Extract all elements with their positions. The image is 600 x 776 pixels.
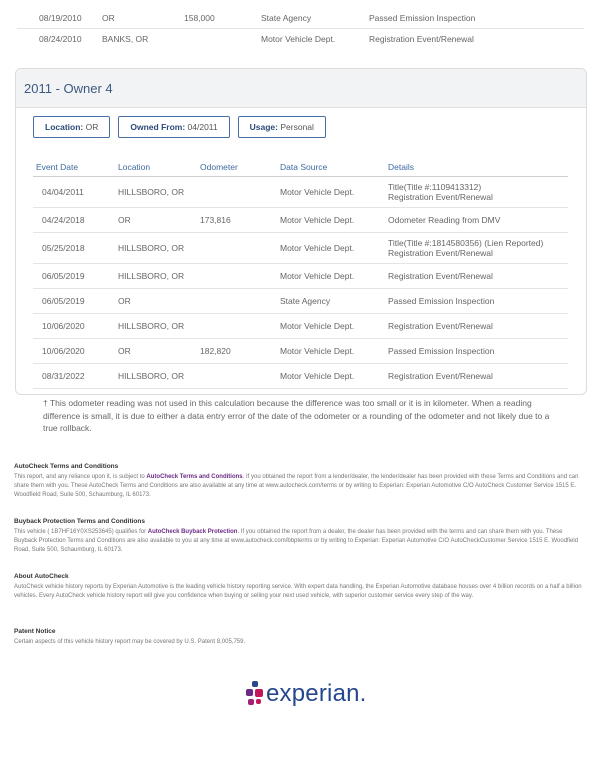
event-date: 04/24/2018 bbox=[42, 215, 85, 225]
event-details: Odometer Reading from DMV bbox=[388, 215, 501, 225]
buyback-link[interactable]: AutoCheck Buyback Protection bbox=[147, 529, 238, 535]
event-date: 04/04/2011 bbox=[42, 187, 84, 197]
event-source: Motor Vehicle Dept. bbox=[280, 271, 355, 281]
terms-link[interactable]: AutoCheck Terms and Conditions bbox=[146, 474, 243, 480]
buyback-section bbox=[14, 517, 584, 555]
table-row bbox=[17, 8, 584, 29]
logo-dot bbox=[255, 689, 263, 697]
event-details bbox=[388, 238, 568, 258]
terms-text bbox=[14, 473, 584, 500]
logo-dot bbox=[246, 689, 253, 696]
header-odometer: Odometer bbox=[200, 161, 238, 172]
event-odometer: 173,816 bbox=[200, 215, 231, 225]
usage-pill bbox=[238, 116, 326, 138]
table-row bbox=[33, 208, 568, 233]
event-details: Registration Event/Renewal bbox=[388, 371, 493, 381]
event-date: 10/06/2020 bbox=[42, 321, 85, 331]
event-location: HILLSBORO, OR bbox=[118, 321, 185, 331]
location-pill bbox=[33, 116, 110, 138]
table-row bbox=[33, 289, 568, 314]
event-location: HILLSBORO, OR bbox=[118, 271, 185, 281]
table-row bbox=[33, 364, 568, 389]
owner-card bbox=[15, 68, 587, 395]
event-date: 08/24/2010 bbox=[39, 34, 82, 44]
owned-from-value: 04/2011 bbox=[187, 122, 218, 132]
event-source: Motor Vehicle Dept. bbox=[280, 215, 355, 225]
event-date: 05/25/2018 bbox=[42, 243, 85, 253]
event-odometer: 158,000 bbox=[184, 13, 215, 23]
event-source: State Agency bbox=[261, 13, 312, 23]
owner-title: 2011 - Owner 4 bbox=[16, 69, 586, 108]
logo-dot bbox=[248, 699, 254, 705]
event-source: Motor Vehicle Dept. bbox=[280, 321, 355, 331]
table-row bbox=[33, 389, 568, 395]
terms-text-b: . If you obtained the report from a lender/dealer, the lender/dealer has been provided with these Terms and Conditions and can share them with you. These AutoCheck Terms and Conditions are also available at any time at www.autocheck.com/terms or by writing to Experian: Experian Automotive C/O AutoCheck Customer Service 1515 E. Woodfield Road, Suite 500, Schaumburg, IL 60173. bbox=[14, 474, 579, 498]
event-date: 06/05/2019 bbox=[42, 296, 85, 306]
details-line: Title(Title #:1814580356) (Lien Reported) bbox=[388, 238, 544, 248]
event-details: Passed Emission Inspection bbox=[369, 13, 476, 23]
owned-from-pill bbox=[118, 116, 229, 138]
event-details: Passed Emission Inspection bbox=[388, 296, 495, 306]
event-source: Motor Vehicle Dept. bbox=[280, 371, 355, 381]
table-row bbox=[33, 314, 568, 339]
details-line: Title(Title #:1109413312) bbox=[388, 182, 482, 192]
event-details bbox=[388, 182, 568, 202]
about-section bbox=[14, 572, 584, 601]
owner-events-table bbox=[33, 157, 568, 395]
event-source: Motor Vehicle Dept. bbox=[280, 187, 355, 197]
event-location: HILLSBORO, OR bbox=[118, 243, 185, 253]
experian-dots-icon bbox=[246, 681, 264, 707]
event-source: Motor Vehicle Dept. bbox=[280, 243, 355, 253]
owned-from-label: Owned From: bbox=[130, 122, 186, 132]
location-value: OR bbox=[85, 122, 99, 132]
patent-title: Patent Notice bbox=[14, 628, 56, 635]
event-details: Registration Event/Renewal bbox=[388, 271, 493, 281]
table-row bbox=[17, 29, 584, 49]
event-date: 06/05/2019 bbox=[42, 271, 85, 281]
event-location: OR bbox=[118, 215, 131, 225]
table-row bbox=[33, 264, 568, 289]
terms-title: AutoCheck Terms and Conditions bbox=[14, 463, 119, 470]
about-text: AutoCheck vehicle history reports by Experian Automotive is the leading vehicle history reporting service. With expert data handling, the Experian Automotive database houses over 4 billion records on a half a billion vehicles. Every AutoCheck vehicle history report will give you confidence when buying or selling your next used vehicle, with superior customer service every step of the way. bbox=[14, 584, 582, 599]
event-location: HILLSBORO, OR bbox=[118, 371, 185, 381]
header-location: Location bbox=[118, 161, 151, 172]
buyback-text-a: This vehicle ( 1B7HF16Y0XS253645) qualifies for bbox=[14, 529, 148, 535]
event-location: OR bbox=[118, 346, 131, 356]
event-source: Motor Vehicle Dept. bbox=[261, 34, 336, 44]
event-date: 08/19/2010 bbox=[39, 13, 82, 23]
usage-value: Personal bbox=[280, 122, 314, 132]
event-details: Registration Event/Renewal bbox=[369, 34, 474, 44]
buyback-title: Buyback Protection Terms and Conditions bbox=[14, 518, 145, 525]
location-label: Location: bbox=[45, 122, 84, 132]
event-location: HILLSBORO, OR bbox=[118, 187, 185, 197]
buyback-text-b: . If you obtained the report from a dealer, the dealer has been provided with the terms and can share them with you. These Buyback Protection Terms and Conditions are also available to you at any time at www.autocheck.com/bbpterms or by writing to Experian: Experian Automotive C/O AutoCheckCustomer Service 1515 E. Woodfield Road, Suite 500, Schaumburg, IL 60173. bbox=[14, 529, 579, 553]
event-location: OR bbox=[102, 13, 115, 23]
table-header bbox=[33, 157, 568, 177]
table-row bbox=[33, 339, 568, 364]
event-source: State Agency bbox=[280, 296, 331, 306]
experian-logo bbox=[246, 680, 367, 708]
odometer-footnote: † This odometer reading was not used in this calculation because the difference was too small or it is in kilometer. When a reading difference is small, it is due to either a data entry error of the date of the odometer or a rounding of the odometer and not likely due to a true rollback. bbox=[43, 398, 550, 433]
logo-dot bbox=[252, 681, 258, 687]
about-title: About AutoCheck bbox=[14, 573, 69, 580]
event-details: Passed Emission Inspection bbox=[388, 346, 495, 356]
buyback-text bbox=[14, 528, 584, 555]
event-location: OR bbox=[118, 296, 131, 306]
experian-wordmark: experian. bbox=[266, 680, 367, 707]
header-details: Details bbox=[388, 161, 414, 172]
logo-dot bbox=[256, 699, 261, 704]
event-odometer: 182,820 bbox=[200, 346, 231, 356]
header-event-date: Event Date bbox=[36, 161, 79, 172]
details-line: Registration Event/Renewal bbox=[388, 192, 493, 202]
event-date: 10/06/2020 bbox=[42, 346, 85, 356]
terms-text-a: This report, and any reliance upon it, is subject to bbox=[14, 474, 147, 480]
patent-section bbox=[14, 627, 584, 647]
event-date: 08/31/2022 bbox=[42, 371, 85, 381]
event-location: BANKS, OR bbox=[102, 34, 149, 44]
table-row bbox=[33, 177, 568, 208]
terms-section bbox=[14, 462, 584, 500]
event-source: Motor Vehicle Dept. bbox=[280, 346, 355, 356]
owner-summary-pills bbox=[33, 116, 326, 138]
table-row bbox=[33, 233, 568, 264]
header-data-source: Data Source bbox=[280, 161, 328, 172]
usage-label: Usage: bbox=[249, 122, 278, 132]
previous-owner-events bbox=[17, 8, 584, 49]
details-line: Registration Event/Renewal bbox=[388, 248, 493, 258]
event-details: Registration Event/Renewal bbox=[388, 321, 493, 331]
patent-text: Certain aspects of this vehicle history report may be covered by U.S. Patent 8,005,759. bbox=[14, 639, 246, 645]
